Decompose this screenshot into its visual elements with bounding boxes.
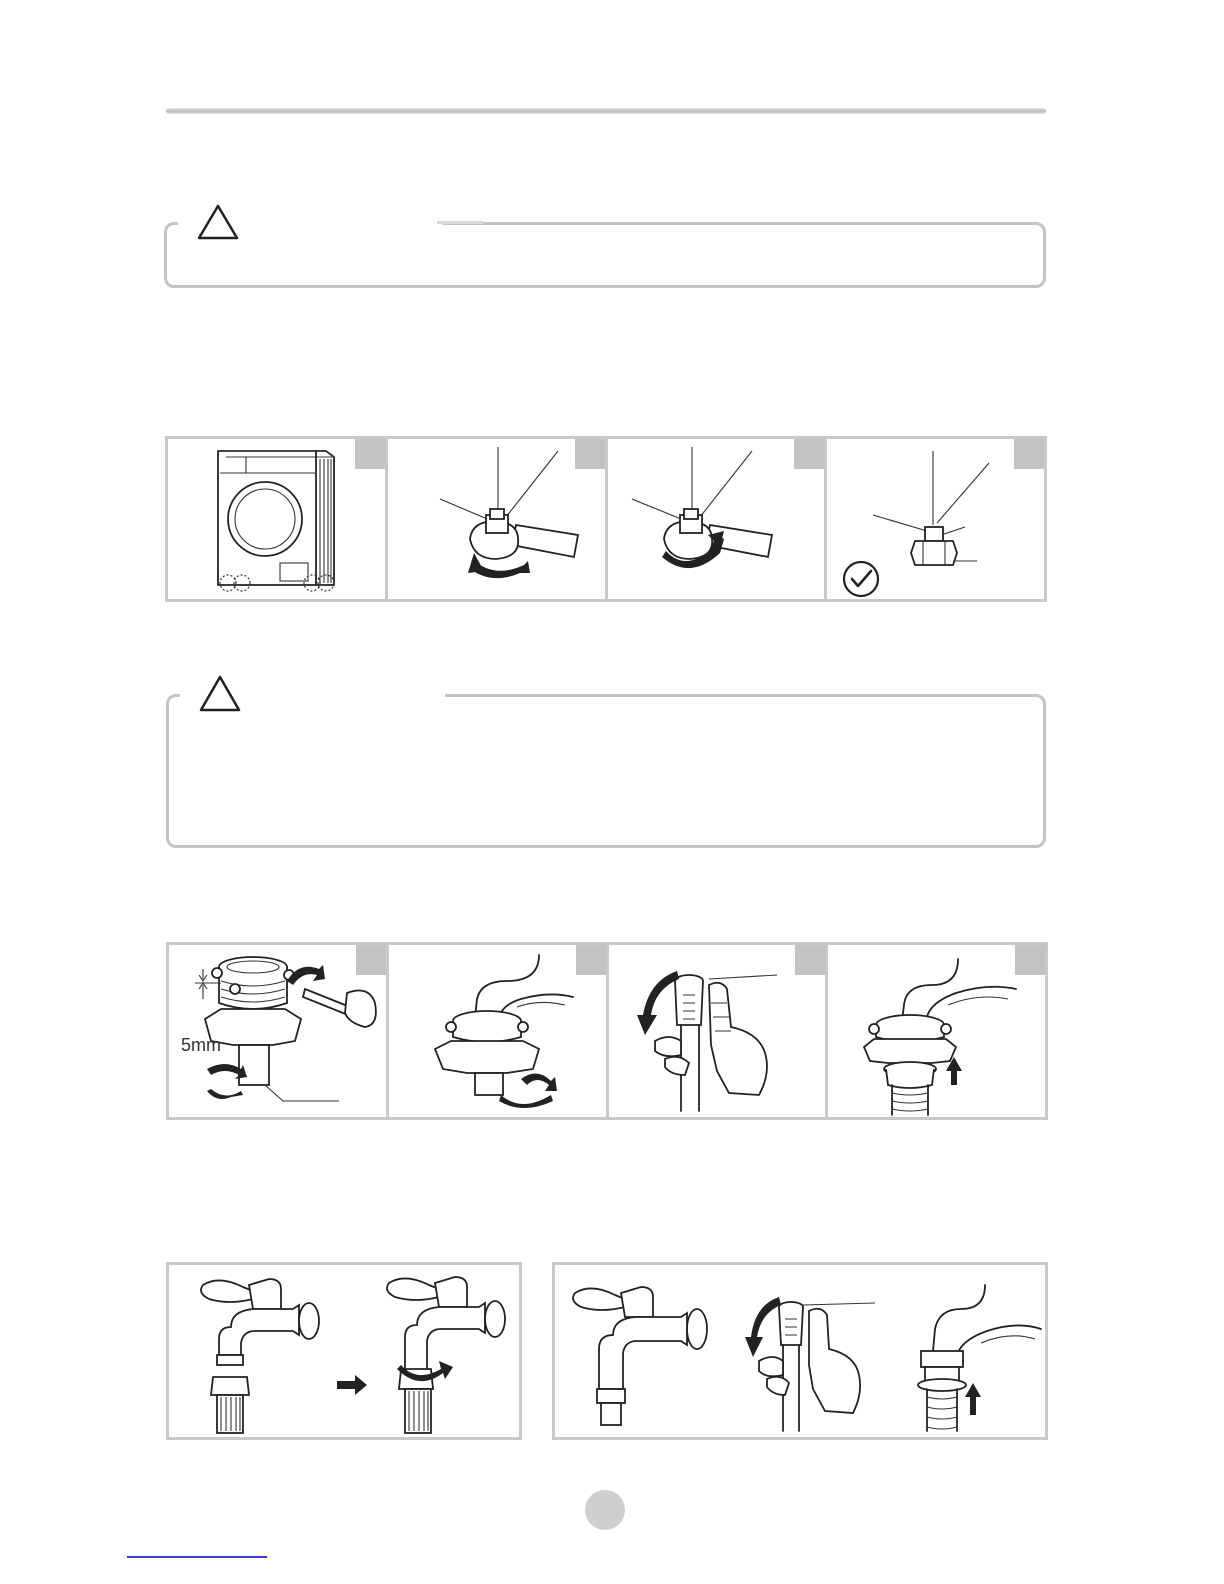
wrench-loosen-icon — [388, 439, 606, 599]
washer-feet-panel — [168, 439, 388, 599]
adapter-on-tap-panel — [389, 945, 609, 1117]
attach-hose-panel — [828, 945, 1045, 1117]
warning-box-2 — [166, 694, 1046, 848]
leveling-steps — [165, 436, 1047, 602]
page-number-dot — [585, 1490, 625, 1530]
loosen-nut-panel — [388, 439, 608, 599]
gap-measure-label: 5mm — [181, 1035, 221, 1055]
washer-icon — [168, 439, 386, 599]
pull-sleeve-panel — [609, 945, 829, 1117]
adapter-screws-panel — [169, 945, 389, 1117]
threaded-tap-box — [166, 1262, 522, 1440]
tighten-nut-panel — [608, 439, 828, 599]
tap-icon — [573, 1287, 707, 1425]
adapter-rotate-icon — [389, 945, 607, 1117]
threaded-tap-illustration — [169, 1265, 519, 1437]
tap-with-connector-icon — [387, 1277, 505, 1433]
adapter-icon — [169, 945, 387, 1117]
check-circle-icon — [841, 559, 881, 599]
top-divider — [166, 108, 1046, 114]
wrench-tighten-icon — [608, 439, 826, 599]
plain-tap-box — [552, 1262, 1048, 1440]
tap-icon — [201, 1279, 319, 1365]
warning-triangle-icon — [196, 203, 240, 241]
warning-box-1-header-rule — [437, 221, 483, 224]
connector-icon — [211, 1377, 249, 1433]
plain-tap-illustration — [555, 1265, 1045, 1437]
hand-sleeve-icon — [609, 945, 827, 1117]
warning-triangle-icon — [198, 674, 242, 714]
level-ok-panel — [827, 439, 1044, 599]
hose-push-icon — [828, 945, 1045, 1117]
footer-link-underline[interactable] — [127, 1556, 267, 1558]
hose-push-icon — [918, 1285, 1041, 1431]
inlet-adapter-steps — [166, 942, 1048, 1120]
hand-sleeve-icon — [745, 1297, 875, 1431]
warning-box-1 — [164, 222, 1046, 288]
arrow-right-icon — [337, 1375, 367, 1395]
